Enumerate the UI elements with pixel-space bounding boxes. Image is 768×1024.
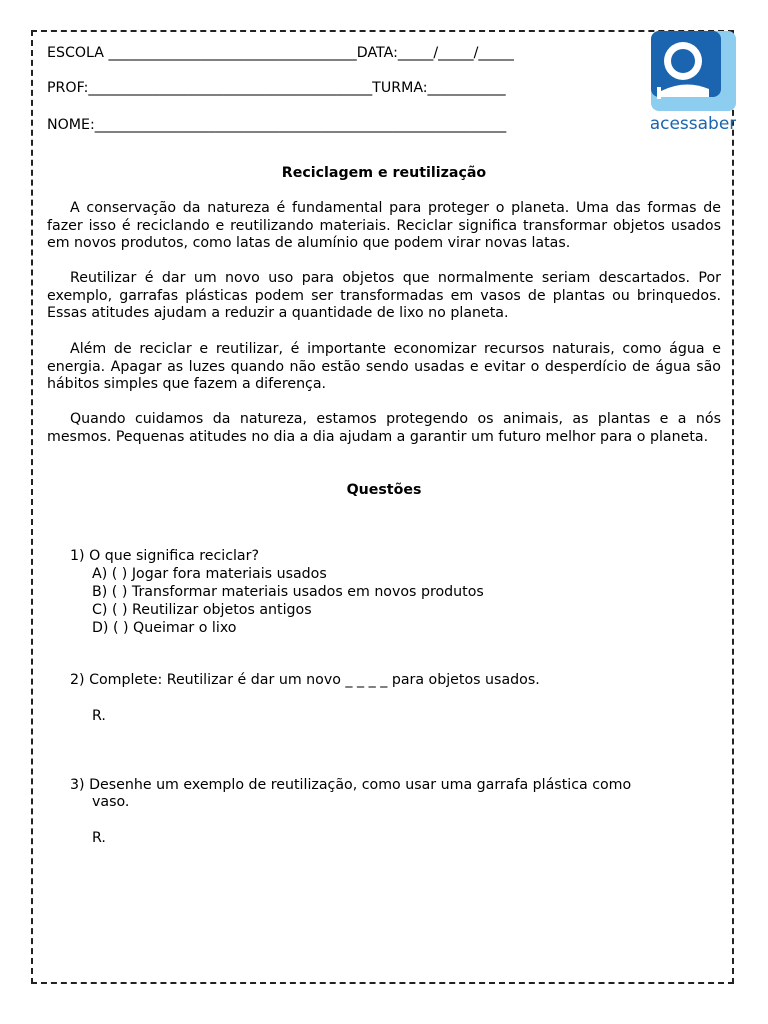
logo-wordmark: acessaber bbox=[651, 114, 736, 131]
question-3-answer-label: R. bbox=[92, 830, 106, 846]
question-2-answer-label: R. bbox=[92, 708, 106, 724]
question-3-continuation: vaso. bbox=[92, 794, 130, 810]
paragraph-4: Quando cuidamos da natureza, estamos protegendo os animais, as plantas e a nós mesmos. Pequenas atitudes no dia a dia ajudam a garantir um futuro melhor para o planeta. bbox=[47, 411, 721, 445]
questions-heading: Questões bbox=[346, 482, 422, 498]
paragraph-3: Além de reciclar e reutilizar, é importante economizar recursos naturais, como água e energia. Apagar as luzes quando não estão sendo usadas e evitar o desperdício de água são hábitos simples que fazem a diferença. bbox=[47, 341, 721, 392]
question-2: 2) Complete: Reutilizar é dar um novo _ _ _ _ para objetos usados. bbox=[70, 672, 540, 688]
question-3: 3) Desenhe um exemplo de reutilização, como usar uma garrafa plástica como bbox=[70, 777, 632, 793]
question-1-option-c: C) ( ) Reutilizar objetos antigos bbox=[92, 602, 312, 618]
question-1: 1) O que significa reciclar? bbox=[70, 548, 259, 564]
school-date-line: ESCOLA ___________________________________DATA:_____/_____/_____ bbox=[47, 45, 514, 61]
question-1-option-a: A) ( ) Jogar fora materiais usados bbox=[92, 566, 327, 582]
student-name-line: NOME:__________________________________________________________ bbox=[47, 117, 507, 133]
acessaber-logo bbox=[651, 31, 736, 131]
question-1-option-d: D) ( ) Queimar o lixo bbox=[92, 620, 237, 636]
question-1-option-b: B) ( ) Transformar materiais usados em novos produtos bbox=[92, 584, 484, 600]
teacher-class-line: PROF:________________________________________TURMA:___________ bbox=[47, 80, 506, 96]
paragraph-1: A conservação da natureza é fundamental para proteger o planeta. Uma das formas de fazer isso é reciclando e reutilizando materiais. Reciclar significa transformar objetos usados em novos produtos, como latas de alumínio que podem virar novas latas. bbox=[47, 200, 721, 251]
paragraph-2: Reutilizar é dar um novo uso para objetos que normalmente seriam descartados. Por exemplo, garrafas plásticas podem ser transformadas em vasos de plantas ou brinquedos. Essas atitudes ajudam a reduzir a quantidade de lixo no planeta. bbox=[47, 270, 721, 321]
page-title: Reciclagem e reutilização bbox=[281, 165, 487, 181]
